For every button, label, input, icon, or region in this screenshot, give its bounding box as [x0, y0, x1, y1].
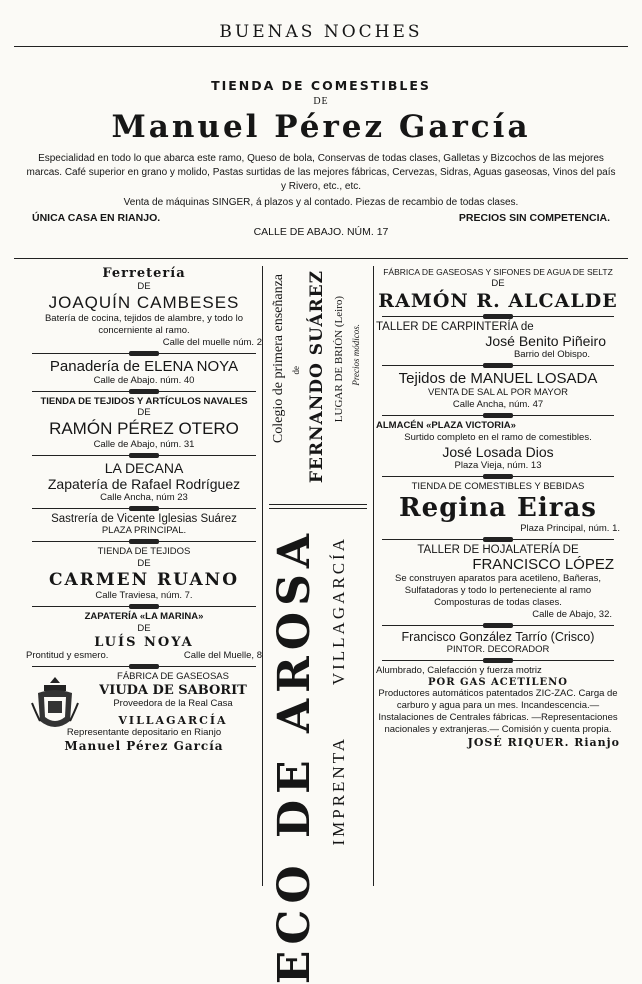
ad-title: LA DECANA	[104, 460, 184, 476]
ad-name: Panadería de ELENA NOYA	[49, 358, 239, 375]
mid-rule	[269, 508, 367, 509]
left-column	[26, 266, 262, 898]
ad-manuel-losada	[376, 370, 620, 411]
ad-name: RAMÓN R. ALCALDE	[378, 290, 618, 312]
ad-ramon-alcalde	[376, 266, 620, 312]
separator	[382, 476, 614, 477]
top-line2: DE	[313, 96, 329, 107]
ad-name: Regina Eiras	[399, 493, 597, 523]
ad-row	[26, 650, 262, 662]
ad-ferreteria	[26, 266, 262, 349]
separator	[382, 660, 614, 661]
ad-body: Se construyen aparatos para acetileno, Bañeras, Sulfatadoras y todo lo perteneciente al ramo	[395, 573, 601, 596]
ad-body: Surtido completo en el ramo de comestibles.	[404, 432, 592, 443]
ad-sub: Proveedora de la Real Casa	[113, 698, 233, 709]
ad-name: Tejidos de MANUEL LOSADA	[398, 370, 598, 387]
ad-gonzalez-tarrio	[376, 630, 620, 656]
ad-de: DE	[137, 623, 151, 634]
separator	[32, 391, 256, 392]
separator	[382, 316, 614, 317]
ad-address: Calle del Muelle, 8	[183, 650, 262, 661]
ad-address: Barrio del Obispo.	[513, 349, 590, 360]
ad-address: Calle Ancha, núm. 47	[452, 399, 544, 410]
ad-name: Zapatería de Rafael Rodríguez	[47, 476, 241, 492]
ad-name: Sastrería de Vicente Iglesias Suárez	[51, 513, 237, 525]
ad-title: ZAPATERÍA «LA MARINA»	[84, 611, 204, 622]
page-header: BUENAS NOCHES	[219, 22, 423, 42]
mid-rule	[269, 504, 367, 505]
ad-hojalateria	[376, 544, 620, 621]
separator	[382, 625, 614, 626]
top-row	[24, 212, 618, 224]
royal-crest-icon	[30, 673, 80, 735]
ad-name: FRANCISCO LÓPEZ	[472, 556, 614, 573]
ad-name: José Losada Dios	[442, 444, 554, 460]
ad-sub: VENTA DE SAL AL POR MAYOR	[428, 387, 568, 398]
ad-carpinteria	[376, 321, 620, 361]
top-address: CALLE DE ABAJO. NÚM. 17	[253, 226, 389, 238]
right-column	[376, 266, 620, 898]
ad-title: TIENDA DE COMESTIBLES Y BEBIDAS	[411, 481, 585, 492]
ad-body: Productores automáticos patentados ZIC-ZAC. Carga de carburo y agua para un mes. Incandescencia.—Instalaciones de Centrales fábricas. —Representaciones nacionales y extranjeras.— Comisión y cuenta propia.	[378, 688, 618, 735]
colegio-text: Colegio de primera enseñanza	[271, 274, 286, 444]
ad-name: LUÍS NOYA	[94, 635, 194, 650]
ad-la-marina	[26, 611, 262, 662]
ad-town: VILLAGARCÍA	[118, 714, 228, 727]
top-name: Manuel Pérez García	[111, 109, 531, 145]
ad-title: TIENDA DE TEJIDOS	[97, 546, 191, 557]
separator	[382, 415, 614, 416]
middle-column	[262, 266, 374, 984]
top-line1: TIENDA DE COMESTIBLES	[211, 78, 431, 93]
top-unica: ÚNICA CASA EN RIANJO.	[32, 212, 161, 224]
ad-name: RAMÓN PÉREZ OTERO	[49, 419, 239, 438]
top-precios: PRECIOS SIN COMPETENCIA.	[458, 212, 610, 224]
ad-carmen-ruano	[26, 546, 262, 602]
ad-name: JOAQUÍN CAMBESES	[48, 293, 240, 312]
separator	[32, 606, 256, 607]
ad-panaderia	[26, 358, 262, 387]
ad-title: FÁBRICA DE GASEOSAS	[117, 671, 229, 682]
ad-de: DE	[491, 278, 505, 289]
ad-body: Batería de cocina, tejidos de alambre, y todo lo concerniente al ramo.	[44, 313, 244, 336]
colegio-de: de	[291, 366, 301, 375]
section-rule	[14, 258, 628, 259]
ad-title: TALLER DE HOJALATERÍA DE	[417, 544, 579, 556]
ad-tejidos-navales	[26, 396, 262, 451]
ad-address: Calle de Abajo. núm. 40	[93, 375, 195, 386]
separator	[382, 365, 614, 366]
ad-de: DE	[137, 558, 151, 569]
ad-saborit	[26, 671, 262, 796]
ad-name: José Benito Piñeiro	[485, 333, 606, 349]
ad-plaza-victoria	[376, 420, 620, 472]
separator	[32, 455, 256, 456]
imprenta-text: IMPRENTA	[329, 736, 348, 846]
villagarcia-text: VILLAGARCÍA	[329, 536, 348, 686]
ad-title: TALLER DE CARPINTERÍA de	[376, 321, 534, 333]
ad-note: Prontitud y esmero.	[26, 650, 109, 661]
separator	[382, 539, 614, 540]
header-rule	[14, 46, 628, 47]
ad-de: DE	[137, 407, 151, 418]
top-body: Especialidad en todo lo que abarca este ramo, Queso de bola, Conservas de todas clases, Galletas y Bizcochos de las mejores marcas. Café superior en grano y molido, Pastas surtidas de las mejores fábricas, Cervezas, Sidras, Aguas gaseosas, Vinos del país y Rivero, etc., etc.	[26, 153, 616, 192]
separator	[32, 353, 256, 354]
ad-address: Calle Ancha, núm 23	[100, 492, 188, 503]
ad-signature: JOSÉ RIQUER. Rianjo	[467, 736, 620, 749]
ad-sub: PINTOR. DECORADOR	[446, 644, 550, 655]
ad-repname: Manuel Pérez García	[64, 739, 224, 753]
ad-line1: Alumbrado, Calefacción y fuerza motriz	[376, 665, 542, 676]
ad-title: TIENDA DE TEJIDOS Y ARTÍCULOS NAVALES	[40, 396, 248, 407]
ad-title: FÁBRICA DE GASEOSAS Y SIFONES DE AGUA DE SELTZ	[383, 267, 613, 277]
ad-address: Calle Traviesa, núm. 7.	[95, 590, 193, 601]
ad-title: Ferretería	[102, 266, 186, 281]
ad-sastreria	[26, 513, 262, 537]
ad-address: PLAZA PRINCIPAL.	[101, 525, 187, 536]
ad-address: Calle de Abajo, 32.	[532, 609, 612, 620]
ad-riquer	[376, 665, 620, 749]
ad-name: VIUDA DE SABORIT	[99, 683, 247, 698]
separator	[32, 666, 256, 667]
ad-address: Calle del muelle núm. 2	[162, 337, 262, 348]
ad-regina-eiras	[376, 481, 620, 535]
ad-rep: Representante depositario en Rianjo	[66, 727, 222, 738]
colegio-name: FERNANDO SUÁREZ	[307, 270, 327, 484]
ad-la-decana	[26, 460, 262, 504]
ad-title: ALMACÉN «PLAZA VICTORIA»	[376, 420, 516, 431]
top-advert	[24, 78, 618, 238]
separator	[32, 508, 256, 509]
colegio-lugar: LUGAR DE BRIÓN (Leiro)	[333, 296, 345, 423]
colegio-precios: Precios módicos.	[351, 324, 361, 386]
separator	[32, 541, 256, 542]
ad-address: Plaza Vieja, núm. 13	[454, 460, 542, 471]
eco-de-arosa-title: ECO DE AROSA	[269, 528, 320, 984]
top-venta: Venta de máquinas SINGER, á plazos y al contado. Piezas de recambio de todas clases.	[123, 197, 519, 208]
ad-address: Plaza Principal, núm. 1.	[520, 523, 620, 534]
ad-line2: POR GAS ACETILENO	[428, 677, 568, 688]
ad-de: DE	[137, 281, 151, 292]
ad-name: CARMEN RUANO	[48, 570, 240, 590]
ad-body2: Composturas de todas clases.	[434, 597, 562, 608]
ad-address: Calle de Abajo, núm. 31	[93, 439, 195, 450]
ad-name: Francisco González Tarrío (Crisco)	[401, 630, 595, 644]
